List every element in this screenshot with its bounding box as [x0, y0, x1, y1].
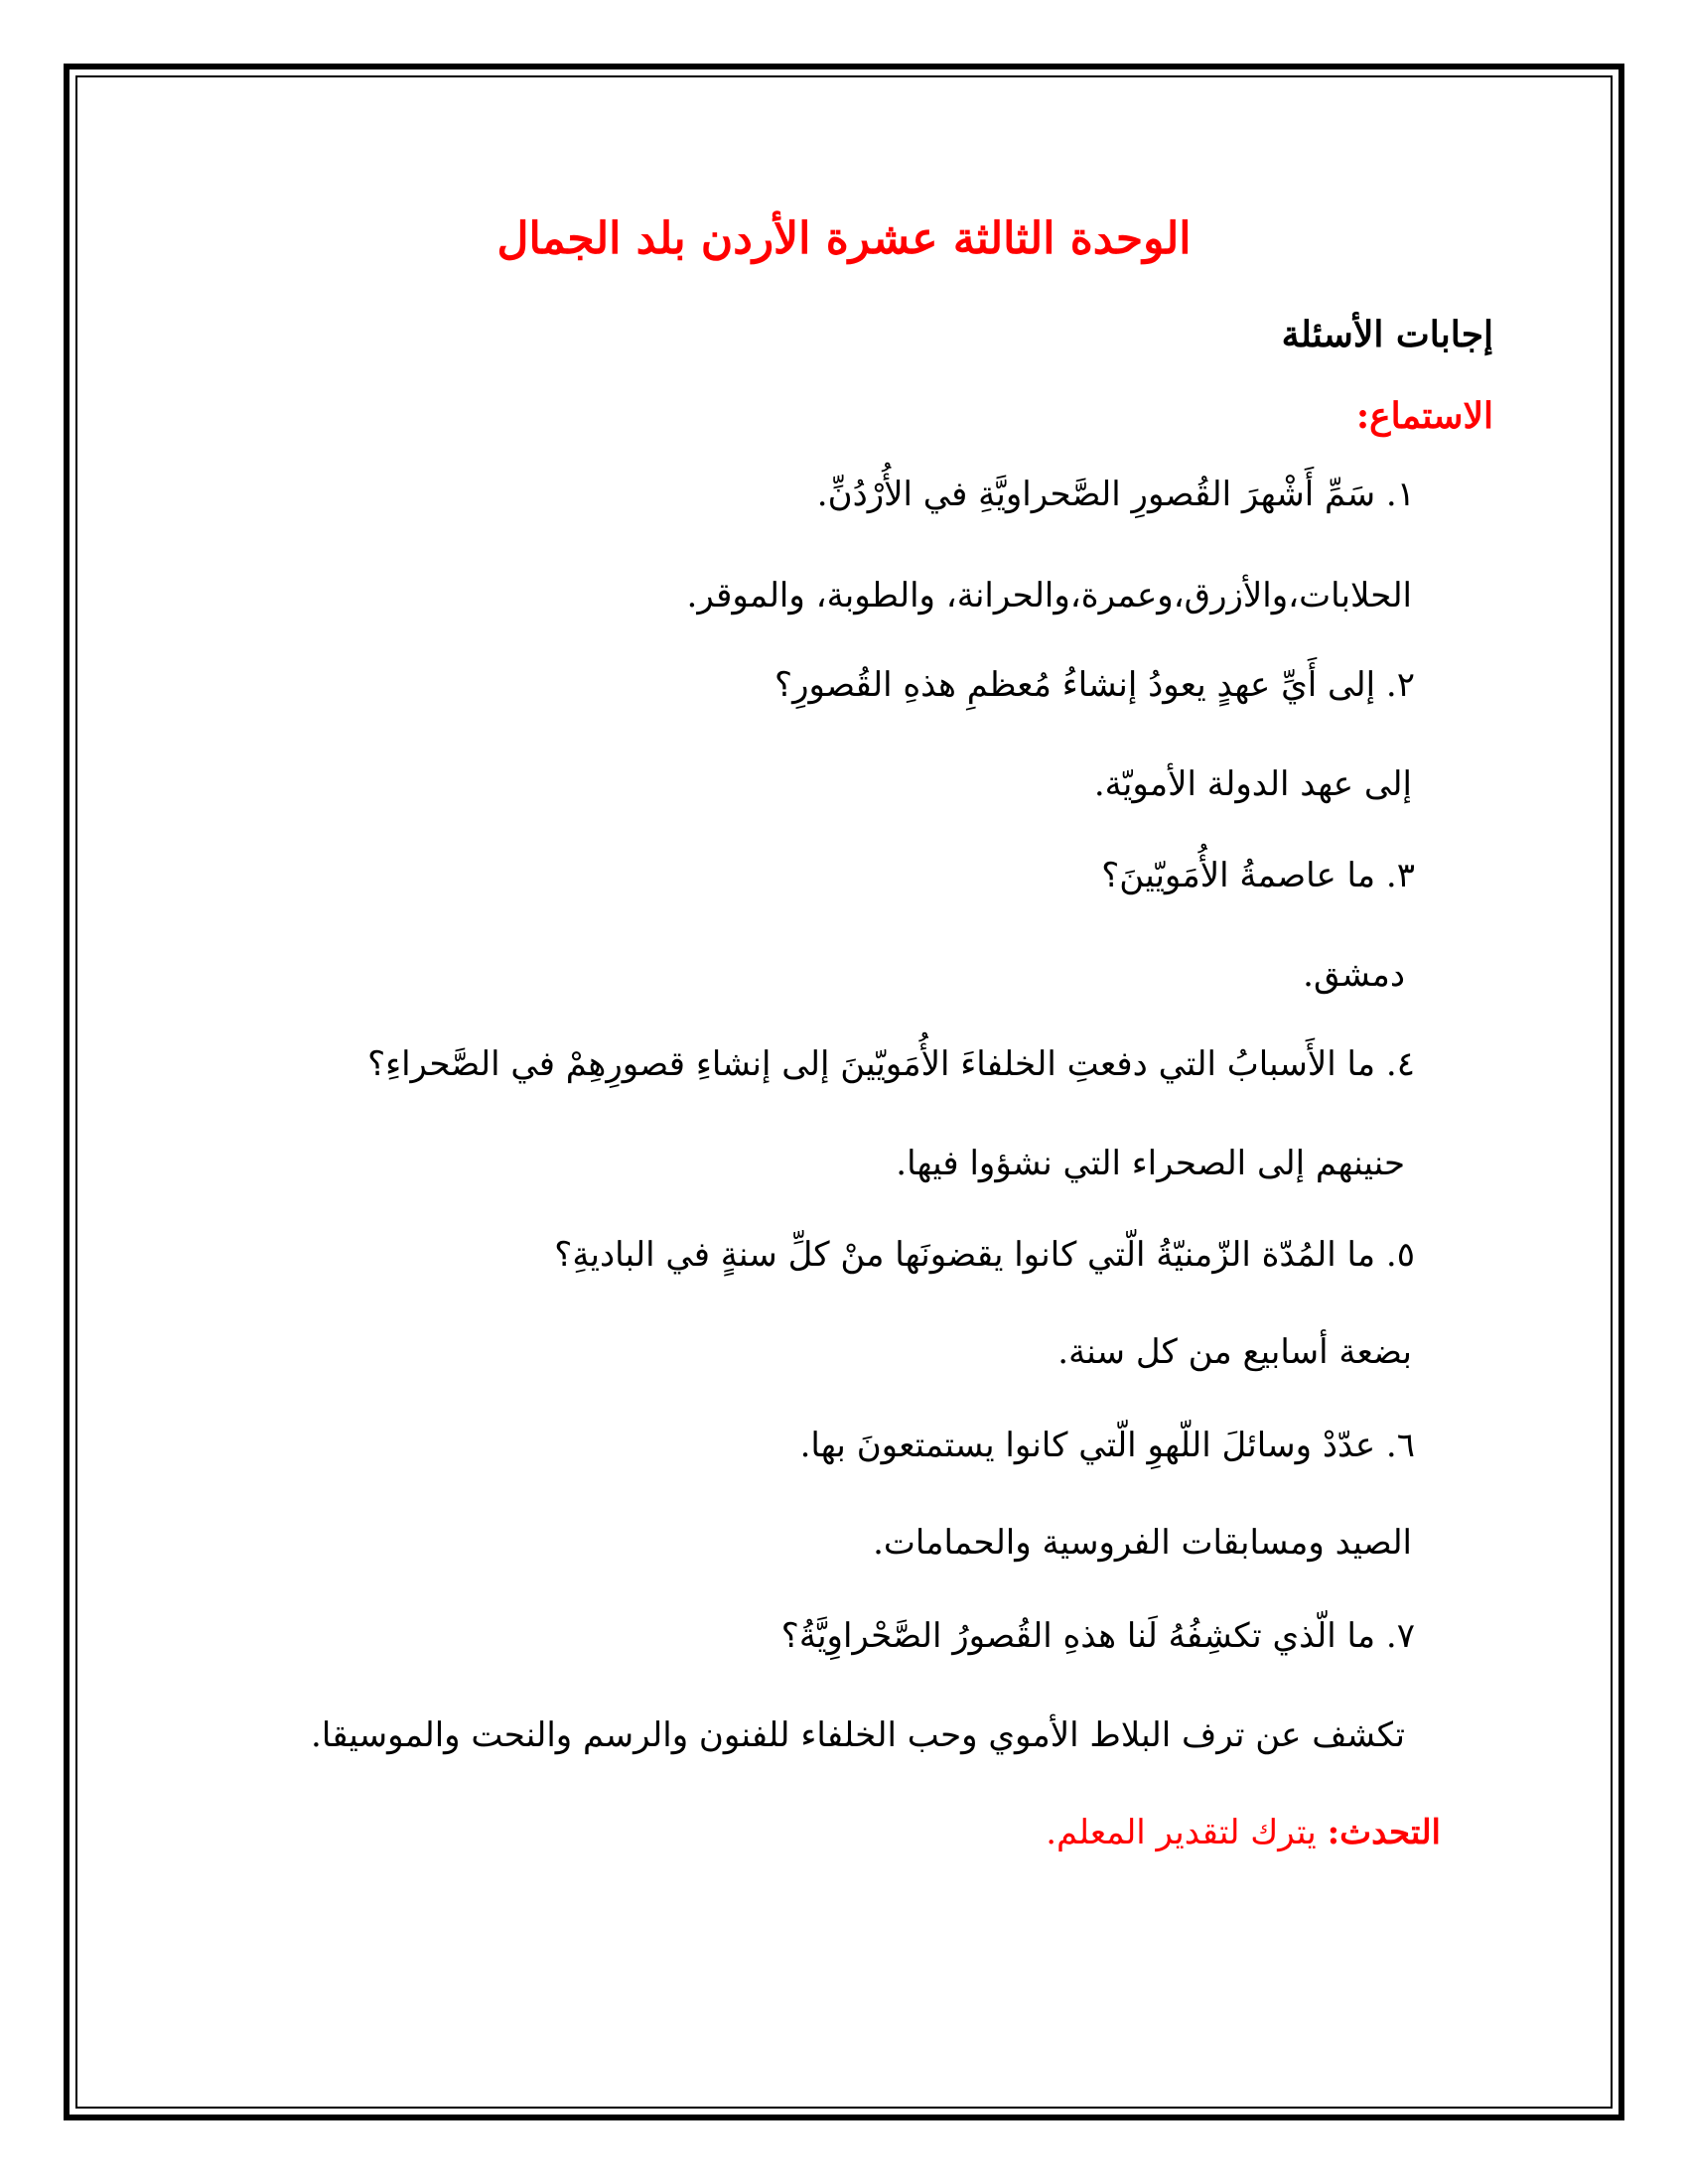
answer-1: الحلابات،والأزرق،وعمرة،والحرانة، والطوبة، والموقر. — [686, 576, 1412, 615]
question-7: ٧. ما الّذي تكشِفُهُ لَنا هذهِ القُصورُ الصَّحْراوِيَّةُ؟ — [780, 1616, 1415, 1656]
speaking-text: يترك لتقدير المعلم. — [1046, 1813, 1317, 1852]
question-1: ١. سَمِّ أَشْهرَ القُصورِ الصَّحراويَّةِ في الأُرْدُنِّ. — [816, 475, 1415, 514]
speaking-label: التحدث: — [1327, 1813, 1441, 1852]
answer-2: إلى عهد الدولة الأمويّة. — [1093, 764, 1412, 804]
listening-heading: الاستماع: — [1355, 395, 1493, 437]
question-3: ٣. ما عاصمةُ الأُمَويّينَ؟ — [1101, 856, 1415, 895]
answer-3: دمشق. — [1303, 955, 1405, 995]
answer-6: الصيد ومسابقات الفروسية والحمامات. — [873, 1523, 1412, 1563]
answer-4: حنينهم إلى الصحراء التي نشؤوا فيها. — [896, 1144, 1405, 1183]
question-5: ٥. ما المُدّة الزّمنيّةُ الّتي كانوا يقضونَها منْ كلِّ سنةٍ في الباديةِ؟ — [554, 1235, 1415, 1275]
answer-7: تكشف عن ترف البلاط الأموي وحب الخلفاء للفنون والرسم والنحت والموسيقا. — [311, 1715, 1405, 1755]
question-6: ٦. عدّدْ وسائلَ اللّهوِ الّتي كانوا يستمتعونَ بها. — [799, 1426, 1415, 1465]
question-4: ٤. ما الأَسبابُ التي دفعتِ الخلفاءَ الأُمَويّينَ إلى إنشاءِ قصورِهِمْ في الصَّحراءِ؟ — [367, 1044, 1415, 1084]
answer-5: بضعة أسابيع من كل سنة. — [1057, 1332, 1412, 1372]
unit-title: الوحدة الثالثة عشرة الأردن بلد الجمال — [496, 213, 1192, 264]
speaking-section — [1046, 1813, 1441, 1852]
question-2: ٢. إلى أَيِّ عهدٍ يعودُ إنشاءُ مُعظمِ هذهِ القُصورِ؟ — [774, 665, 1415, 705]
answers-heading: إجابات الأسئلة — [1281, 314, 1493, 355]
